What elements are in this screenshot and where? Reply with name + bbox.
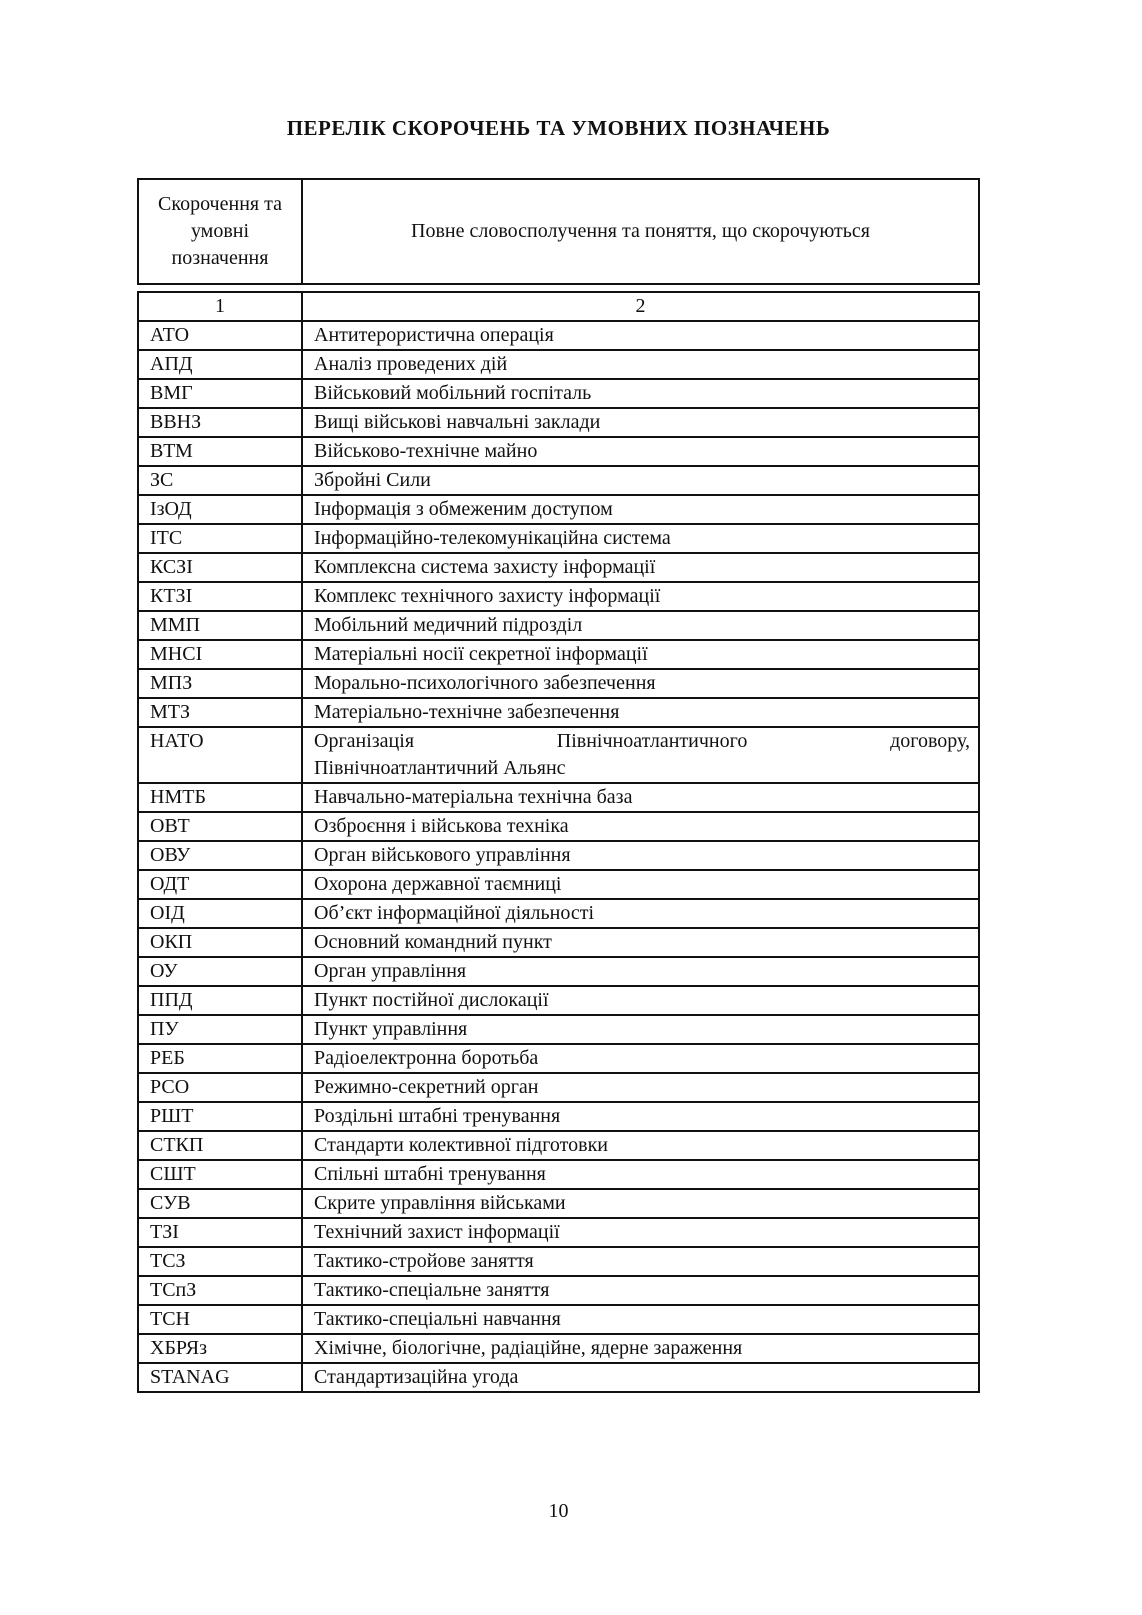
description-cell: Вищі військові навчальні заклади — [314, 411, 601, 433]
abbreviation-cell: РСО — [139, 1074, 303, 1101]
table-row — [139, 552, 978, 581]
abbreviation-cell: ТСпЗ — [139, 1277, 303, 1304]
abbreviation-cell: ПУ — [139, 1016, 303, 1043]
description-cell: Пункт постійної дислокації — [314, 989, 549, 1011]
abbreviation-cell: СУВ — [139, 1190, 303, 1217]
abbreviation-cell: ВМГ — [139, 380, 303, 407]
table-row — [139, 1014, 978, 1043]
table-row — [139, 668, 978, 697]
description-cell: Спільні штабні тренування — [314, 1163, 546, 1185]
abbreviation-cell: РЕБ — [139, 1045, 303, 1072]
description-cell: Військово-технічне майно — [314, 440, 538, 462]
abbreviation-cell: ВТМ — [139, 438, 303, 465]
description-cell: Комплекс технічного захисту інформації — [314, 585, 661, 607]
abbreviation-cell: КСЗІ — [139, 554, 303, 581]
description-cell: Морально-психологічного забезпечення — [314, 672, 656, 694]
description-cell: Охорона державної таємниці — [314, 873, 562, 895]
table-row — [139, 1101, 978, 1130]
table-row — [139, 494, 978, 523]
table-row — [139, 697, 978, 726]
abbreviation-cell: ТЗІ — [139, 1219, 303, 1246]
abbreviation-cell: ТСЗ — [139, 1248, 303, 1275]
page-title: ПЕРЕЛІК СКОРОЧЕНЬ ТА УМОВНИХ ПОЗНАЧЕНЬ — [286, 116, 831, 140]
description-cell: Аналіз проведених дій — [314, 353, 508, 375]
table-row — [139, 407, 978, 436]
abbreviations-table-header — [137, 178, 980, 285]
description-cell: Інформаційно-телекомунікаційна система — [314, 527, 671, 549]
table-row — [139, 378, 978, 407]
abbreviation-cell: АПД — [139, 351, 303, 378]
index-cell-2: 2 — [635, 295, 646, 317]
description-cell: Тактико-спеціальні навчання — [314, 1308, 561, 1330]
description-cell: Основний командний пункт — [314, 931, 552, 953]
table-row — [139, 956, 978, 985]
abbreviation-cell: КТЗІ — [139, 583, 303, 610]
table-row — [139, 1304, 978, 1333]
table-row — [139, 782, 978, 811]
description-cell: Пункт управління — [314, 1018, 468, 1040]
abbreviation-cell: МПЗ — [139, 670, 303, 697]
abbreviations-table — [137, 291, 980, 1393]
description-cell: Матеріальні носії секретної інформації — [314, 643, 648, 665]
table-row — [139, 985, 978, 1014]
description-cell: Комплексна система захисту інформації — [314, 556, 656, 578]
abbreviation-cell: СШТ — [139, 1161, 303, 1188]
table-row — [139, 1188, 978, 1217]
table-row — [139, 1275, 978, 1304]
table-row — [139, 436, 978, 465]
description-cell: Матеріально-технічне забезпечення — [314, 701, 620, 723]
abbreviation-cell: МНСІ — [139, 641, 303, 668]
table-row — [139, 869, 978, 898]
abbreviation-cell: СТКП — [139, 1132, 303, 1159]
table-row — [139, 726, 978, 782]
description-line: Організація Північноатлантичного договору, — [314, 730, 970, 752]
description-cell: Військовий мобільний госпіталь — [314, 382, 592, 404]
description-cell: Збройні Сили — [314, 469, 431, 491]
description-cell: Скрите управління військами — [314, 1192, 566, 1214]
page-number: 10 — [548, 1500, 569, 1522]
description-cell: Мобільний медичний підрозділ — [314, 614, 583, 636]
column-index-row — [139, 293, 978, 320]
header-cell-abbreviation: Скорочення та умовні позначення — [139, 180, 303, 283]
abbreviation-cell: STANAG — [139, 1364, 303, 1391]
abbreviation-cell: ВВНЗ — [139, 409, 303, 436]
table-row — [139, 349, 978, 378]
description-cell: Радіоелектронна боротьба — [314, 1047, 539, 1069]
description-cell: Об’єкт інформаційної діяльності — [314, 902, 594, 924]
table-row — [139, 1130, 978, 1159]
table-row — [139, 811, 978, 840]
abbreviation-cell: МТЗ — [139, 699, 303, 726]
table-row — [139, 581, 978, 610]
description-cell: Режимно-секретний орган — [314, 1076, 539, 1098]
description-cell: Хімічне, біологічне, радіаційне, ядерне зараження — [314, 1337, 743, 1359]
abbreviation-cell: ММП — [139, 612, 303, 639]
abbreviation-cell: ОІД — [139, 900, 303, 927]
table-row — [139, 1043, 978, 1072]
description-cell: Антитерористична операція — [314, 324, 554, 346]
description-cell: Тактико-стройове заняття — [314, 1250, 534, 1272]
abbreviation-cell: ОКП — [139, 929, 303, 956]
abbreviation-cell: ОВТ — [139, 813, 303, 840]
table-row — [139, 840, 978, 869]
description-cell: Озброєння і військова техніка — [314, 815, 569, 837]
table-row — [139, 610, 978, 639]
table-row — [139, 320, 978, 349]
abbreviation-cell: ХБРЯз — [139, 1335, 303, 1362]
description-cell: Стандарти колективної підготовки — [314, 1134, 608, 1156]
description-cell: Орган військового управління — [314, 844, 571, 866]
abbreviation-cell: ЗС — [139, 467, 303, 494]
abbreviation-cell: НАТО — [139, 728, 303, 782]
table-row — [139, 465, 978, 494]
abbreviation-cell: ППД — [139, 987, 303, 1014]
abbreviation-cell: АТО — [139, 322, 303, 349]
table-row — [139, 898, 978, 927]
table-row — [139, 639, 978, 668]
description-cell: Технічний захист інформації — [314, 1221, 560, 1243]
abbreviation-cell: ІТС — [139, 525, 303, 552]
table-row — [139, 927, 978, 956]
abbreviation-cell: РШТ — [139, 1103, 303, 1130]
description-cell: Навчально-матеріальна технічна база — [314, 786, 633, 808]
index-cell-1: 1 — [139, 293, 303, 320]
description-cell — [303, 728, 978, 782]
description-cell: Орган управління — [314, 960, 467, 982]
header-cell-full-phrase: Повне словосполучення та поняття, що скорочуються — [411, 220, 870, 242]
description-line: Північноатлантичний Альянс — [314, 757, 566, 779]
abbreviation-cell: ОУ — [139, 958, 303, 985]
table-row — [139, 1072, 978, 1101]
description-cell: Роздільні штабні тренування — [314, 1105, 561, 1127]
description-cell: Інформація з обмеженим доступом — [314, 498, 613, 520]
description-cell: Стандартизаційна угода — [314, 1366, 519, 1388]
table-row — [139, 1362, 978, 1391]
description-cell: Тактико-спеціальне заняття — [314, 1279, 550, 1301]
abbreviation-cell: НМТБ — [139, 784, 303, 811]
abbreviation-cell: ОДТ — [139, 871, 303, 898]
abbreviation-cell: ТСН — [139, 1306, 303, 1333]
table-row — [139, 523, 978, 552]
table-row — [139, 1246, 978, 1275]
table-row — [139, 1217, 978, 1246]
table-row — [139, 1159, 978, 1188]
abbreviation-cell: ІзОД — [139, 496, 303, 523]
table-row — [139, 1333, 978, 1362]
abbreviation-cell: ОВУ — [139, 842, 303, 869]
